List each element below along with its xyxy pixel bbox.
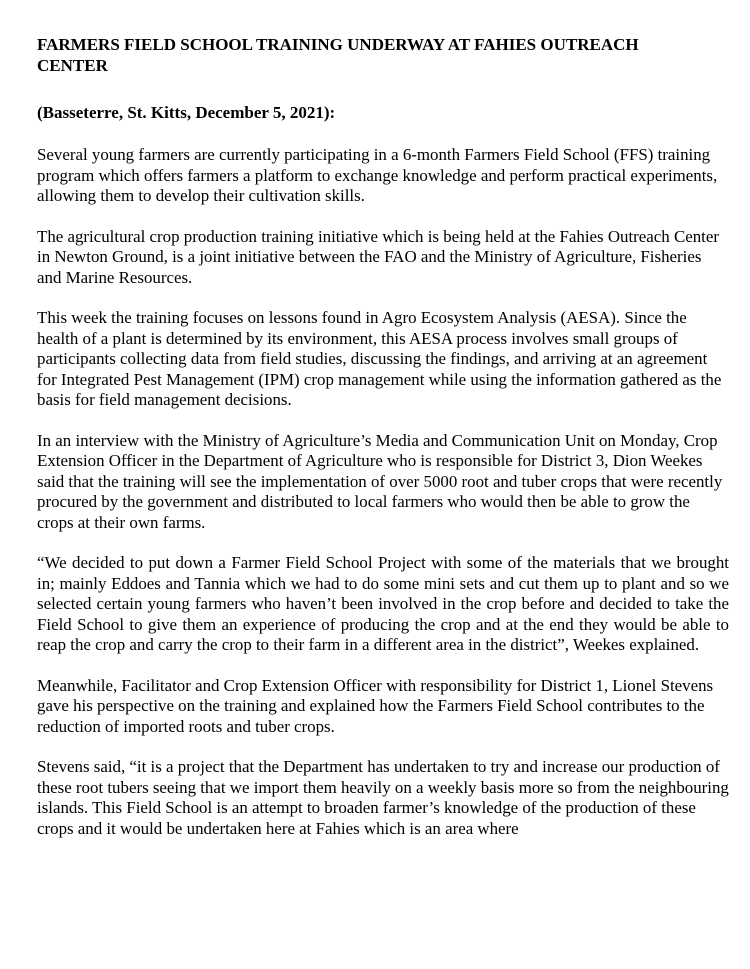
paragraph-3: This week the training focuses on lessons found in Agro Ecosystem Analysis (AESA). Since the health of a plant is determined by its environment, this AESA process involves small groups of participants collecting data from field studies, discussing the findings, and arriving at an agreement for Integrated Pest Management (IPM) crop management while using the information gathered as the basis for field management decisions. [37, 308, 722, 409]
article-body [37, 34, 729, 859]
article-dateline: (Basseterre, St. Kitts, December 5, 2021): [37, 103, 336, 122]
paragraph-1: Several young farmers are currently participating in a 6-month Farmers Field School (FFS) training program which offers farmers a platform to exchange knowledge and perform practical experiments, allowing them to develop their cultivation skills. [37, 145, 718, 205]
paragraph-5-quote: “We decided to put down a Farmer Field School Project with some of the materials that we brought in; mainly Eddoes and Tannia which we had to do some mini sets and cut them up to plant and so we selected certain young farmers who haven’t been involved in the crop before and decided to take the Field School to give them an experience of producing the crop and at the end they would be able to reap the crop and carry the crop to their farm in a different area in the district”, Weekes explained. [37, 553, 729, 654]
article-headline: FARMERS FIELD SCHOOL TRAINING UNDERWAY AT FAHIES OUTREACH CENTER [37, 35, 639, 75]
paragraph-2: The agricultural crop production training initiative which is being held at the Fahies Outreach Center in Newton Ground, is a joint initiative between the FAO and the Ministry of Agriculture, Fisheries and Marine Resources. [37, 226, 719, 287]
paragraph-6: Meanwhile, Facilitator and Crop Extension Officer with responsibility for District 1, Lionel Stevens gave his perspective on the training and explained how the Farmers Field School contributes to the reduction of imported roots and tuber crops. [37, 675, 714, 736]
paragraph-7: Stevens said, “it is a project that the Department has undertaken to try and increase our production of these root tubers seeing that we import them heavily on a weekly basis more so from the neighbouring islands. This Field School is an attempt to broaden farmer’s knowledge of the production of these crops and it would be undertaken here at Fahies which is an area where [37, 757, 729, 838]
paragraph-4: In an interview with the Ministry of Agriculture’s Media and Communication Unit on Monday, Crop Extension Officer in the Department of Agriculture who is responsible for District 3, Dion Weekes said that the training will see the implementation of over 5000 root and tuber crops that were recently procured by the government and distributed to local farmers who would then be able to grow the crops at their own farms. [37, 430, 723, 532]
